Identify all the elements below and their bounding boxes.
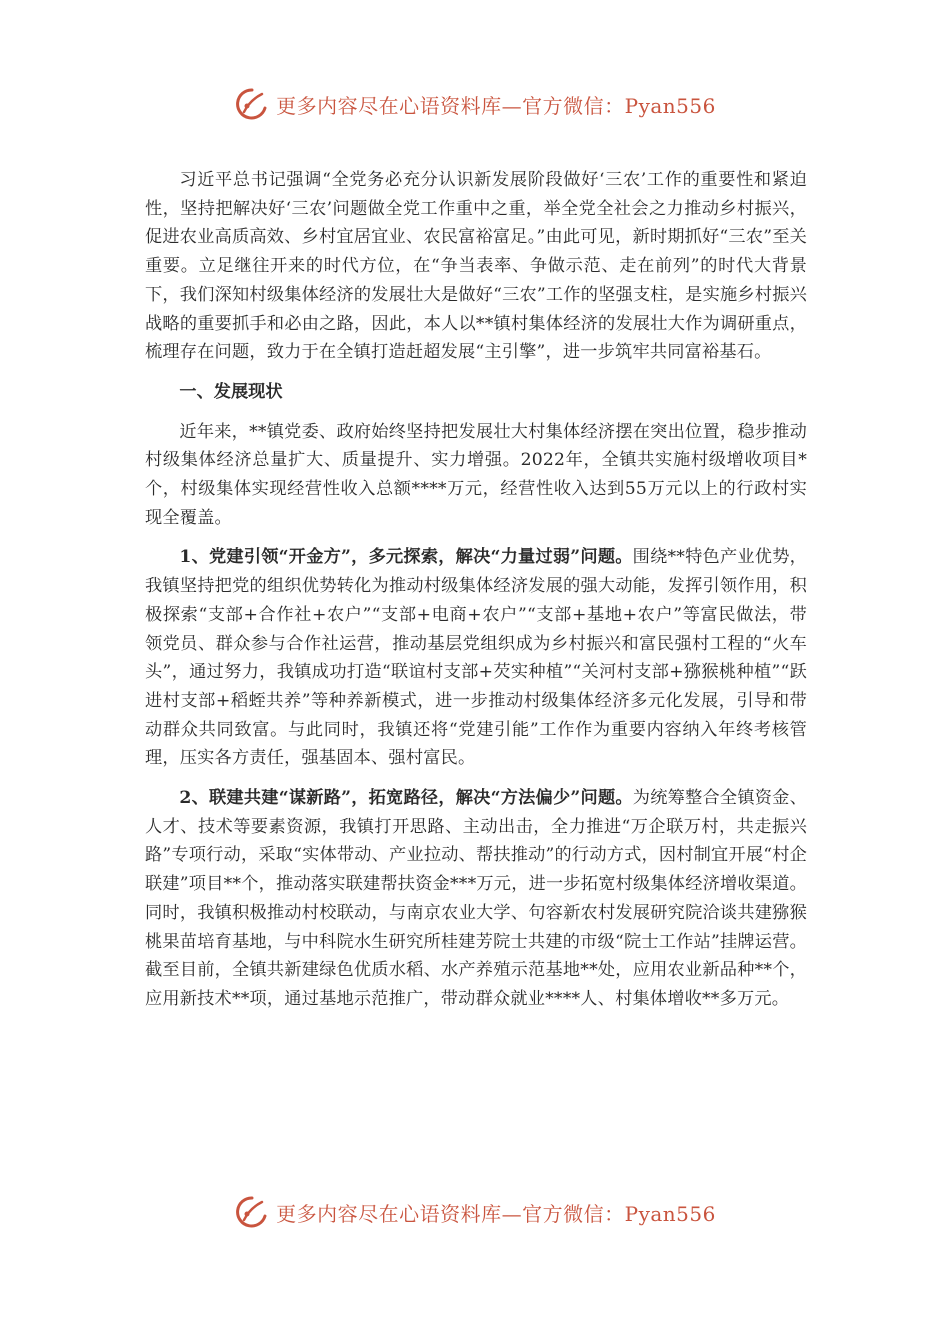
watermark-text: 更多内容尽在心语资料库—官方微信：Pyan556 — [276, 93, 716, 118]
brush-circle-logo-icon — [234, 86, 270, 122]
section-intro-paragraph: 近年来，**镇党委、政府始终坚持把发展壮大村集体经济摆在突出位置，稳步推动村级集体经济总量扩大、质量提升、实力增强。2022年，全镇共实施村级增收项目*个，村级集体实现经营性收入总额****万元，经营性收入达到55万元以上的行政村实现全覆盖。 — [145, 421, 807, 528]
intro-paragraph: 习近平总书记强调“全党务必充分认识新发展阶段做好‘三农’工作的重要性和紧迫性，坚持把解决好‘三农’问题做全党工作重中之重，举全党全社会之力推动乡村振兴，促进农业高质高效、乡村宜居宜业、农民富裕富足。”由此可见，新时期抓好“三农”至关重要。立足继往开来的时代方位，在“争当表率、争做示范、走在前列”的时代大背景下，我们深知村级集体经济的发展壮大是做好“三农”工作的坚强支柱，是实施乡村振兴战略的重要抓手和必由之路，因此，本人以**镇村集体经济的发展壮大作为调研重点，梳理存在问题，致力于在全镇打造赶超发展“主引擎”，进一步筑牢共同富裕基石。 — [145, 170, 807, 363]
item-1-lead: 1、党建引领“开金方”，多元探索，解决“力量过弱”问题。 — [179, 547, 633, 568]
watermark-text: 更多内容尽在心语资料库—官方微信：Pyan556 — [276, 1201, 716, 1226]
item-2-paragraph — [145, 784, 807, 1014]
brush-circle-logo-icon — [234, 1194, 270, 1230]
footer-watermark-banner — [0, 1192, 950, 1232]
section-heading: 一、发展现状 — [179, 381, 283, 402]
item-2-lead: 2、联建共建“谋新路”，拓宽路径，解决“方法偏少”问题。 — [179, 788, 633, 809]
item-2-body: 为统筹整合全镇资金、人才、技术等要素资源，我镇打开思路、主动出击，全力推进“万企联万村，共走振兴路”专项行动，采取“实体带动、产业拉动、帮扶推动”的行动方式，因村制宜开展“村企联建”项目**个，推动落实联建帮扶资金***万元，进一步拓宽村级集体经济增收渠道。同时，我镇积极推动村校联动，与南京农业大学、句容新农村发展研究院洽谈共建猕猴桃果苗培育基地，与中科院水生研究所桂建芳院士共建的市级“院士工作站”挂牌运营。截至目前，全镇共新建绿色优质水稻、水产养殖示范基地**处，应用农业新品种**个，应用新技术**项，通过基地示范推广，带动群众就业****人、村集体增收**多万元。 — [145, 788, 807, 1009]
header-watermark-banner — [0, 84, 950, 124]
item-1-paragraph — [145, 543, 807, 773]
item-1-body: 围绕**特色产业优势，我镇坚持把党的组织优势转化为推动村级集体经济发展的强大动能，发挥引领作用，积极探索“支部+合作社+农户”“支部+电商+农户”“支部+基地+农户”等富民做法，带领党员、群众参与合作社运营，推动基层党组织成为乡村振兴和富民强村工程的“火车头”，通过努力，我镇成功打造“联谊村支部+芡实种植”“关河村支部+猕猴桃种植”“跃进村支部+稻蛭共养”等种养新模式，进一步推动村级集体经济多元化发展，引导和带动群众共同致富。与此同时，我镇还将“党建引能”工作作为重要内容纳入年终考核管理，压实各方责任，强基固本、强村富民。 — [145, 547, 808, 769]
document-body — [145, 166, 807, 1014]
